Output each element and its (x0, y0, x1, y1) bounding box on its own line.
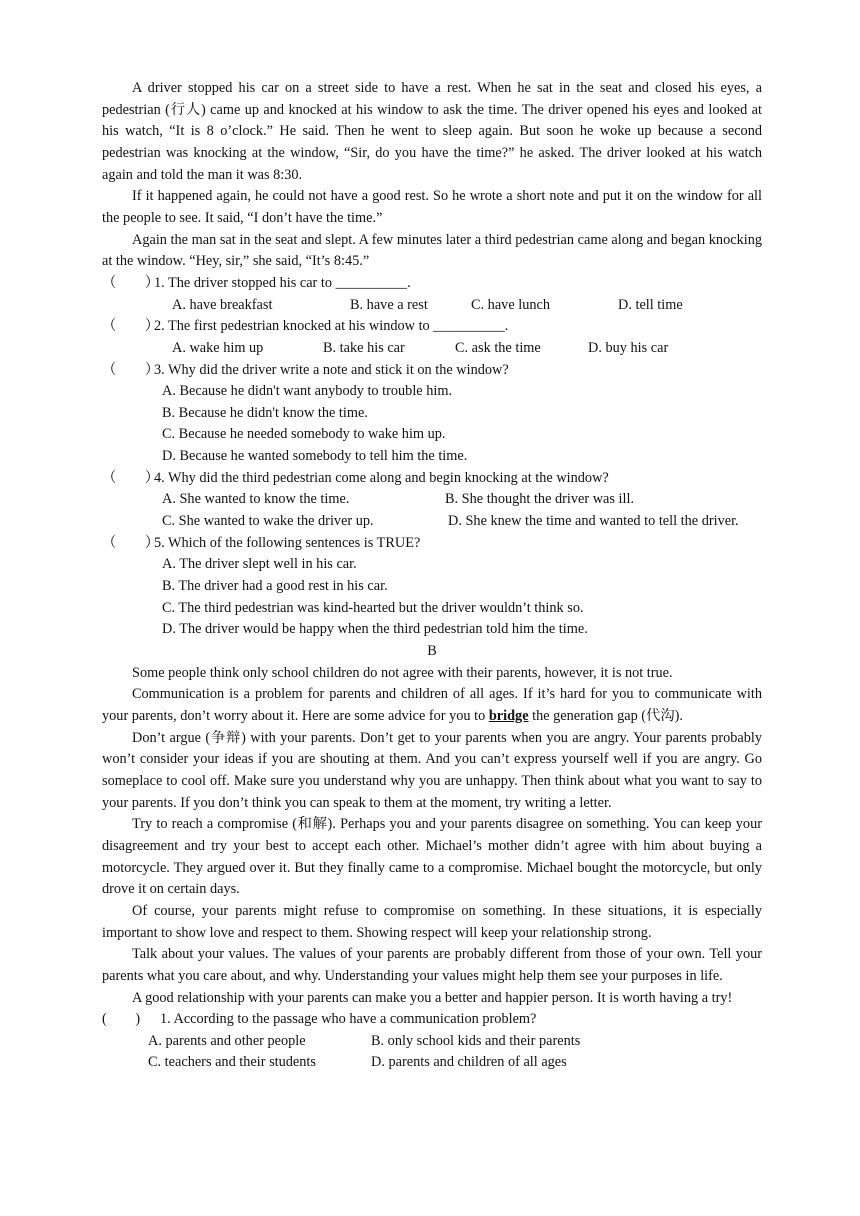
option-b: B. have a rest (350, 296, 428, 313)
option-d: D. Because he wanted somebody to tell him the time. (162, 448, 468, 465)
question-a1 (102, 273, 762, 295)
option-b: B. Because he didn't know the time. (162, 404, 368, 421)
question-stem: 1. The driver stopped his car to __________. (154, 274, 411, 291)
option-c: C. Because he needed somebody to wake him up. (162, 426, 446, 443)
answer-blank[interactable]: （ ） (102, 361, 160, 378)
question-a5 (102, 533, 762, 555)
question-stem: 5. Which of the following sentences is TRUE? (154, 534, 421, 551)
option-d: D. tell time (618, 296, 683, 313)
option-d: D. buy his car (588, 339, 669, 356)
question-stem: 2. The first pedestrian knocked at his window to __________. (154, 318, 509, 335)
question-b1-options-row-1 (102, 1031, 762, 1053)
passage-b-paragraph-7: A good relationship with your parents can make you a better and happier person. It is worth having a try! (132, 989, 733, 1006)
question-a4-options-row-1 (102, 489, 762, 511)
option-c: C. teachers and their students (148, 1054, 316, 1071)
question-a4 (102, 468, 762, 490)
passage-b-paragraph-6: Talk about your values. The values of your parents are probably different from those of your own. Tell your parents what you care about, and why. Understanding your values might help them see your purposes in life. (102, 946, 762, 984)
key-word-bridge: bridge (488, 707, 529, 724)
answer-blank[interactable]: （ ） (102, 534, 160, 551)
option-a: A. wake him up (172, 339, 264, 356)
option-c: C. The third pedestrian was kind-hearted but the driver wouldn’t think so. (162, 599, 584, 616)
option-b: B. The driver had a good rest in his car. (162, 578, 388, 595)
question-stem: 1. According to the passage who have a communication problem? (160, 1011, 537, 1028)
answer-blank[interactable]: （ ） (102, 274, 160, 291)
section-b-heading: B (427, 643, 437, 659)
paragraph-text: Communication is a problem for parents and children of all ages. If it’s hard for you to communicate with your parents, don’t worry about it. Here are some advice for you to (102, 686, 762, 724)
option-b: B. She thought the driver was ill. (445, 491, 635, 508)
option-c: C. ask the time (455, 339, 541, 356)
question-a3 (102, 360, 762, 382)
option-a: A. She wanted to know the time. (162, 491, 350, 508)
question-a1-options (102, 295, 762, 317)
passage-b-paragraph-3: Don’t argue (争辩) with your parents. Don’t get to your parents when you are angry. Your parents probably won’t consider your ideas if you are shouting at them. And you can’t express yourself well if you are angry. Go someplace to cool off. Make sure you understand why you are unhappy. Then think about what you want to say to your parents. If you don’t think you can speak to them at the moment, try writing a letter. (102, 729, 762, 811)
option-d: D. The driver would be happy when the third pedestrian told him the time. (162, 621, 588, 638)
option-a: A. Because he didn't want anybody to trouble him. (162, 383, 453, 400)
option-d: D. She knew the time and wanted to tell the driver. (448, 513, 739, 530)
question-a2 (102, 316, 762, 338)
option-c: C. have lunch (471, 296, 551, 313)
option-a: A. The driver slept well in his car. (162, 556, 357, 573)
passage-b-paragraph-2 (102, 684, 762, 727)
option-b: B. only school kids and their parents (371, 1032, 581, 1049)
passage-a-paragraph-2: If it happened again, he could not have a good rest. So he wrote a short note and put it on the window for all the people to see. It said, “I don’t have the time.” (102, 188, 762, 226)
option-c: C. She wanted to wake the driver up. (162, 513, 374, 530)
passage-b-paragraph-1: Some people think only school children do not agree with their parents, however, it is not true. (132, 664, 673, 681)
paragraph-text: the generation gap (代沟). (528, 707, 683, 724)
question-a2-options (102, 338, 762, 360)
question-b1-options-row-2 (102, 1052, 762, 1074)
option-a: A. parents and other people (148, 1032, 306, 1049)
option-a: A. have breakfast (172, 296, 273, 313)
option-d: D. parents and children of all ages (371, 1054, 567, 1071)
answer-blank[interactable]: （ ） (102, 469, 160, 486)
answer-blank[interactable]: （ ） (102, 318, 160, 335)
passage-a-paragraph-1: A driver stopped his car on a street side to have a rest. When he sat in the seat and closed his eyes, a pedestrian (行人) came up and knocked at his window to ask the time. The driver opened his eyes and looked at his watch, “It is 8 o’clock.” He said. Then he went to sleep again. But soon he woke up because a second pedestrian was knocking at the window, “Sir, do you have the time?” he asked. The driver looked at his watch again and told the man it was 8:30. (102, 80, 762, 183)
option-b: B. take his car (323, 339, 405, 356)
worksheet-page (102, 78, 762, 1074)
question-stem: 4. Why did the third pedestrian come along and begin knocking at the window? (154, 469, 609, 486)
passage-a-paragraph-3: Again the man sat in the seat and slept. A few minutes later a third pedestrian came along and began knocking at the window. “Hey, sir,” she said, “It’s 8:45.” (102, 231, 762, 270)
question-stem: 3. Why did the driver write a note and stick it on the window? (154, 361, 509, 378)
passage-b-paragraph-4: Try to reach a compromise (和解). Perhaps you and your parents disagree on something. You can keep your disagreement and try your best to accept each other. Michael’s mother didn’t agree with him about buying a motorcycle. They argued over it. But they finally came to a compromise. Michael bought the motorcycle, but only drove it on certain days. (102, 816, 762, 898)
question-a4-options-row-2 (102, 511, 762, 533)
answer-blank[interactable]: ( ) (102, 1011, 141, 1028)
passage-b-paragraph-5: Of course, your parents might refuse to compromise on something. In these situations, it is especially important to show love and respect to them. Showing respect will keep your relationship strong. (102, 902, 762, 941)
question-b1 (102, 1009, 762, 1031)
